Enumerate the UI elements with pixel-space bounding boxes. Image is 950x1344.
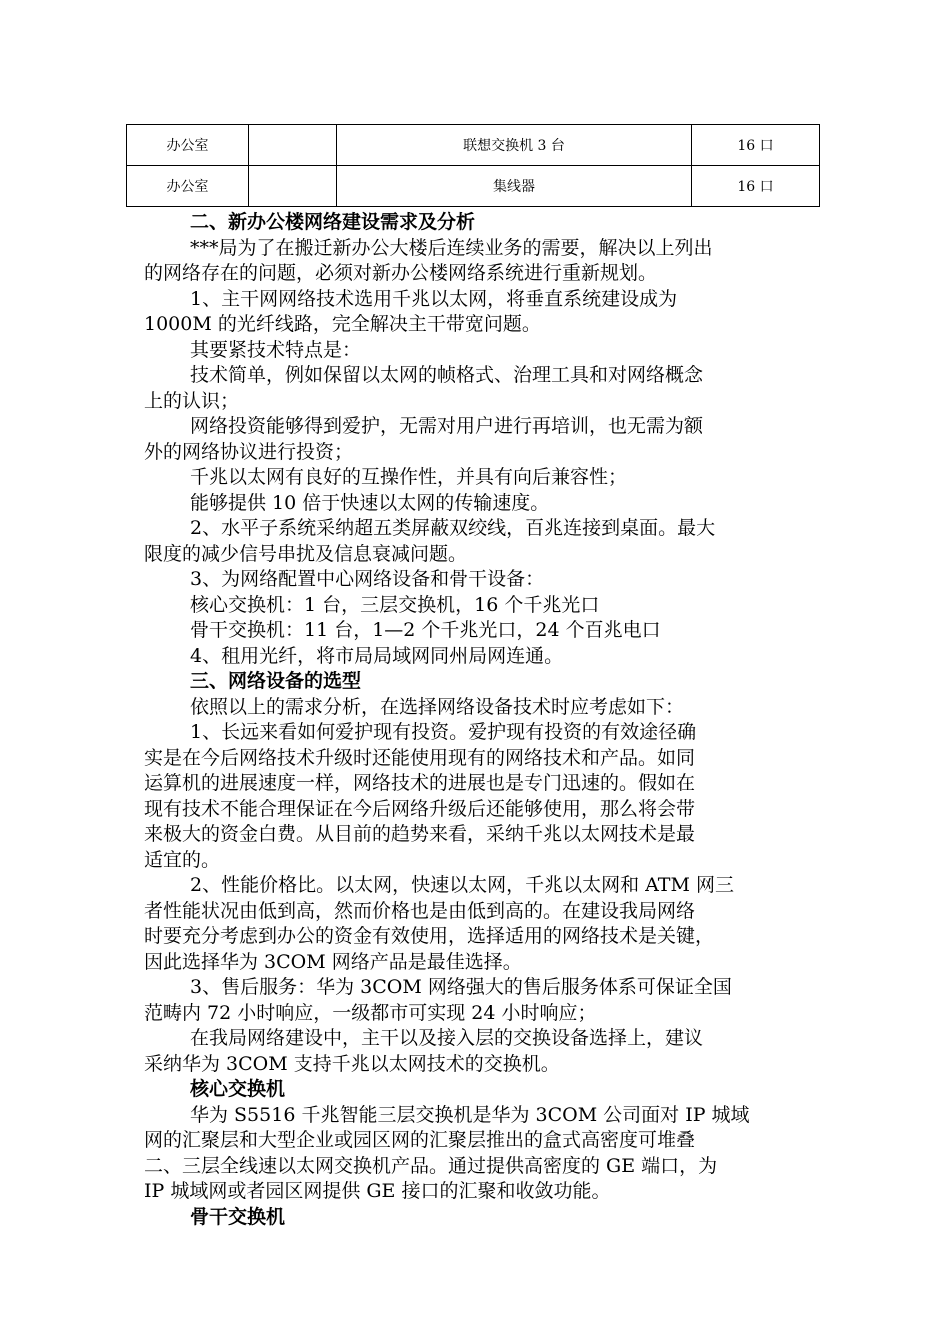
paragraph-line: 技术简单，例如保留以太网的帧格式、治理工具和对网络概念	[190, 364, 704, 386]
paragraph-line: 实是在今后网络技术升级时还能使用现有的网络技术和产品。如同	[144, 746, 696, 769]
paragraph-line: 者性能状况由低到高，然而价格也是由低到高的。在建设我局网络	[144, 899, 696, 922]
paragraph-line: 4、租用光纤，将市局局域网同州局网连通。	[190, 644, 564, 667]
table-cell-device: 集线器	[337, 166, 692, 207]
paragraph-line: 来极大的资金白费。从目前的趋势来看，采纳千兆以太网技术是最	[144, 823, 696, 845]
table-cell-location: 办公室	[127, 125, 249, 166]
paragraph-line: 时要充分考虑到办公的资金有效使用，选择适用的网络技术是关键，	[144, 925, 715, 947]
section-heading: 骨干交换机	[190, 1205, 286, 1228]
paragraph-line: 上的认识；	[144, 389, 240, 412]
paragraph-line: 限度的减少信号串扰及信息衰减问题。	[144, 542, 468, 565]
paragraph-line: 2、水平子系统采纳超五类屏蔽双绞线，百兆连接到桌面。最大	[190, 517, 716, 539]
paragraph-line: 3、售后服务：华为 3COM 网络强大的售后服务体系可保证全国	[190, 976, 732, 998]
paragraph-line: 其要紧技术特点是：	[190, 338, 362, 361]
paragraph-line: 依照以上的需求分析，在选择网络设备技术时应考虑如下：	[190, 695, 685, 718]
table-cell-device: 联想交换机 3 台	[337, 125, 692, 166]
paragraph-line: 适宜的。	[144, 848, 221, 871]
section-heading: 二、新办公楼网络建设需求及分析	[190, 211, 476, 233]
paragraph-line: 外的网络协议进行投资；	[144, 440, 354, 463]
paragraph-line: 的网络存在的问题，必须对新办公楼网络系统进行重新规划。	[144, 262, 658, 284]
paragraph-line: IP 城域网或者园区网提供 GE 接口的汇聚和收敛功能。	[144, 1180, 611, 1202]
document-body	[144, 210, 814, 1230]
paragraph-line: 网络投资能够得到爱护，无需对用户进行再培训，也无需为额	[190, 415, 704, 437]
paragraph-line: 核心交换机：1 台，三层交换机，16 个千兆光口	[190, 593, 600, 616]
paragraph-line: 能够提供 10 倍于快速以太网的传输速度。	[190, 491, 550, 514]
table-cell-empty	[249, 125, 337, 166]
paragraph-line: 因此选择华为 3COM 网络产品是最佳选择。	[144, 950, 522, 973]
table-row	[127, 125, 820, 166]
paragraph-line: 现有技术不能合理保证在今后网络升级后还能够使用，那么将会带	[144, 797, 696, 820]
table-cell-location: 办公室	[127, 166, 249, 207]
paragraph-line: 在我局网络建设中，主干以及接入层的交换设备选择上，建议	[190, 1027, 704, 1049]
paragraph-line: 网的汇聚层和大型企业或园区网的汇聚层推出的盒式高密度可堆叠	[144, 1129, 696, 1151]
paragraph-line: 范畴内 72 小时响应，一级都市可实现 24 小时响应；	[144, 1001, 597, 1024]
paragraph-line: 华为 S5516 千兆智能三层交换机是华为 3COM 公司面对 IP 城域	[190, 1103, 750, 1126]
table-cell-ports: 16 口	[692, 166, 820, 207]
table-cell-empty	[249, 166, 337, 207]
section-heading: 三、网络设备的选型	[190, 670, 362, 692]
equipment-table	[126, 124, 820, 207]
paragraph-line: 1、长远来看如何爱护现有投资。爱护现有投资的有效途径确	[190, 721, 697, 743]
table-cell-ports: 16 口	[692, 125, 820, 166]
paragraph-line: 1000M 的光纤线路，完全解决主干带宽问题。	[144, 313, 541, 335]
paragraph-line: 1、主干网网络技术选用千兆以太网，将垂直系统建设成为	[190, 287, 678, 310]
paragraph-line: 二、三层全线速以太网交换机产品。通过提供高密度的 GE 端口，为	[144, 1154, 718, 1177]
paragraph-line: 3、为网络配置中心网络设备和骨干设备：	[190, 568, 545, 590]
section-heading: 核心交换机	[190, 1078, 286, 1100]
paragraph-line: 运算机的进展速度一样，网络技术的进展也是专门迅速的。假如在	[144, 772, 696, 794]
paragraph-line: 采纳华为 3COM 支持千兆以太网技术的交换机。	[144, 1052, 560, 1075]
paragraph-line: 千兆以太网有良好的互操作性，并具有向后兼容性；	[190, 466, 628, 488]
paragraph-line: 2、性能价格比。以太网，快速以太网，千兆以太网和 ATM 网三	[190, 874, 734, 896]
paragraph-line: ***局为了在搬迁新办公大楼后连续业务的需要，解决以上列出	[190, 236, 713, 259]
table-row	[127, 166, 820, 207]
paragraph-line: 骨干交换机：11 台，1—2 个千兆光口，24 个百兆电口	[190, 619, 661, 641]
